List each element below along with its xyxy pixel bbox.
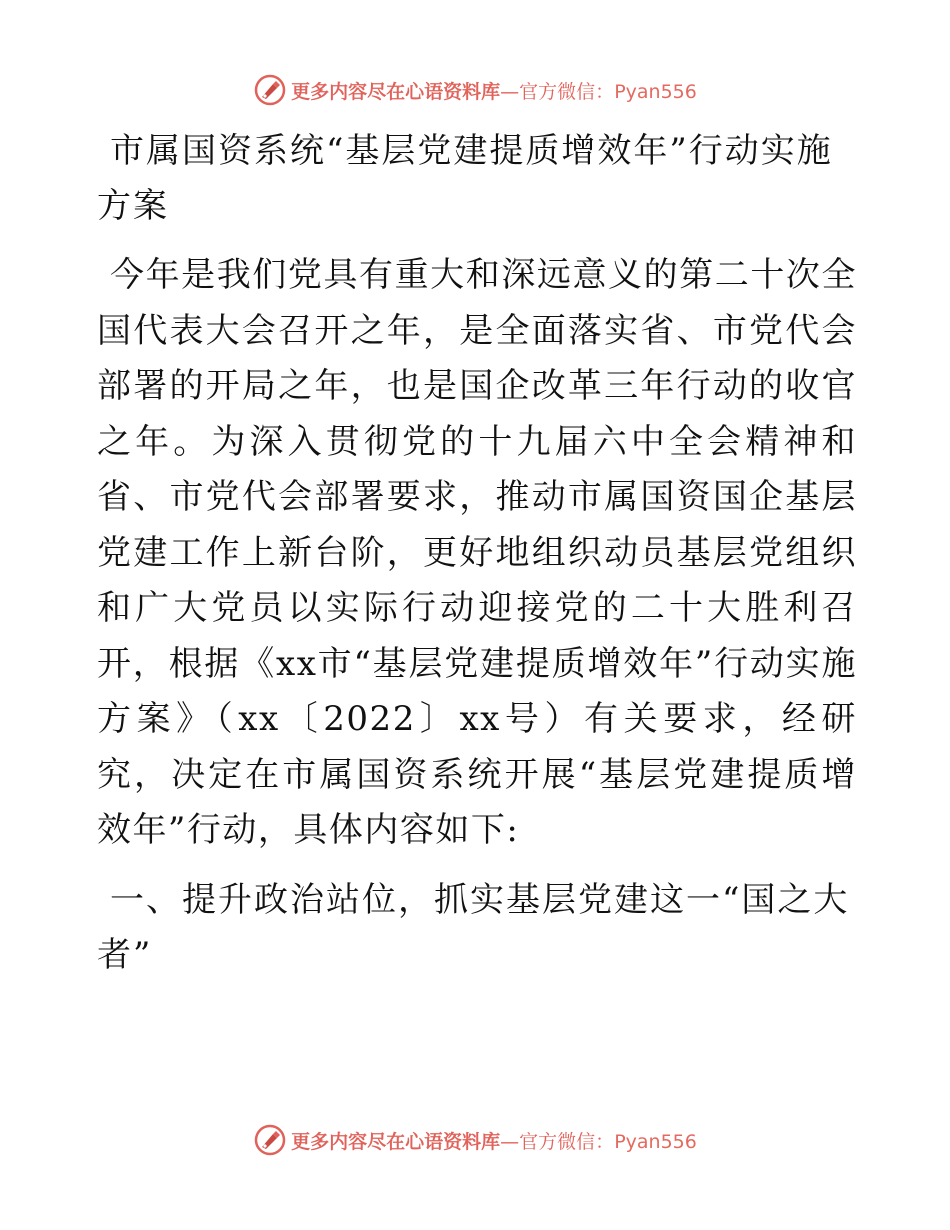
pen-nib-logo-icon [253,73,287,107]
document-title: 市属国资系统“基层党建提质增效年”行动实施方案 [97,131,833,226]
banner-label: 官方微信： [519,1130,615,1153]
footer-banner [0,1120,950,1160]
pen-nib-logo-icon [253,1123,287,1157]
document-body [97,124,857,983]
banner-wechat-handle: Pyan556 [614,80,697,103]
banner-text [291,1127,697,1154]
intro-paragraph: 今年是我们党具有重大和深远意义的第二十次全国代表大会召开之年，是全面落实省、市党代会部署的开局之年，也是国企改革三年行动的收官之年。为深入贯彻党的十九届六中全会精神和省、市党代会部署要求，推动市属国资国企基层党建工作上新台阶，更好地组织动员基层党组织和广大党员以实际行动迎接党的二十大胜利召开，根据《xx市“基层党建提质增效年”行动实施方案》（xx〔2022〕xx号）有关要求，经研究，决定在市属国资系统开展“基层党建提质增效年”行动，具体内容如下: [97,255,857,850]
banner-label: 官方微信： [519,80,615,103]
section-heading: 一、提升政治站位，抓实基层党建这一“国之大者” [97,879,850,975]
banner-text [291,77,697,104]
banner-wechat-handle: Pyan556 [614,1130,697,1153]
banner-slogan: 更多内容尽在心语资料库 [291,1130,501,1153]
banner-slogan: 更多内容尽在心语资料库 [291,80,501,103]
banner-separator: — [500,1130,520,1153]
header-banner [0,70,950,110]
banner-separator: — [500,80,520,103]
